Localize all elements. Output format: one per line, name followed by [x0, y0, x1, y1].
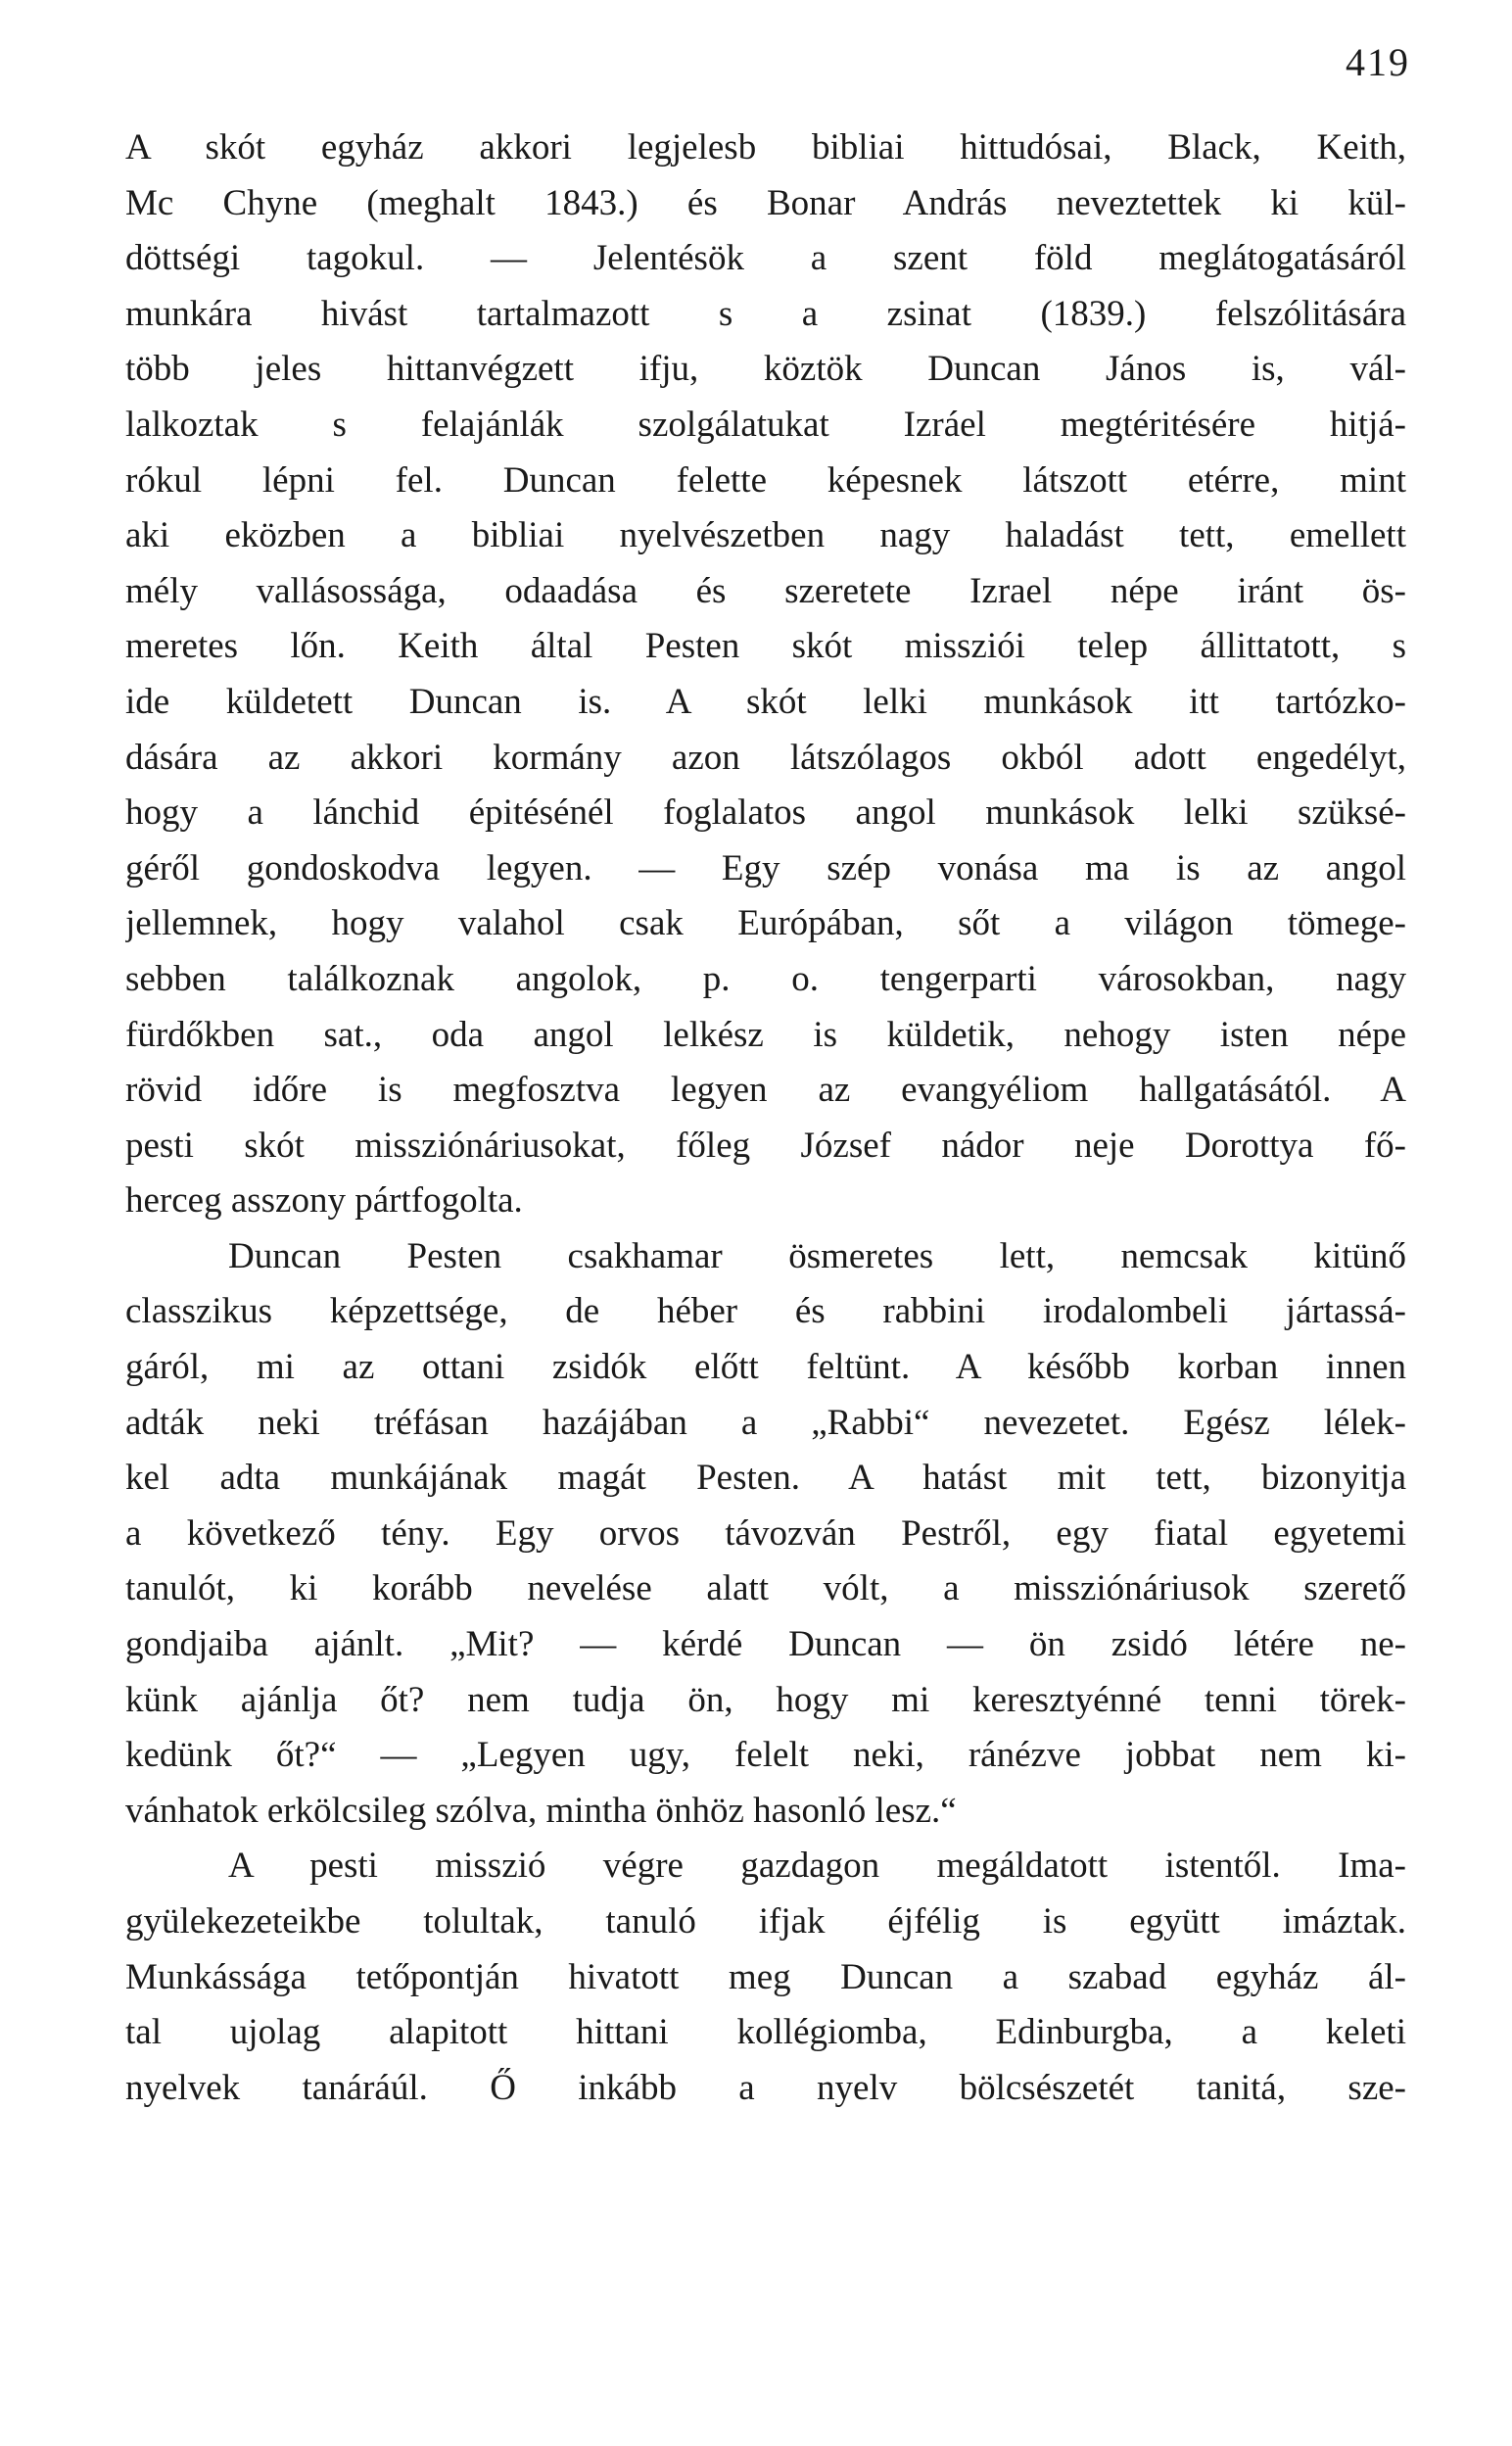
- text-line: mély vallásossága, odaadása és szeretete Izrael népe iránt ös-: [125, 570, 1406, 611]
- text-line: munkára hivást tartalmazott s a zsinat (1839.) felszólitására: [125, 293, 1406, 334]
- text-line: nyelvek tanáráúl. Ő inkább a nyelv bölcsészetét tanitá, sze-: [125, 2067, 1406, 2108]
- text-line: rókul lépni fel. Duncan felette képesnek látszott etérre, mint: [125, 459, 1406, 501]
- text-line: gyülekezeteikbe tolultak, tanuló ifjak éjfélig is együtt imáztak.: [125, 1901, 1406, 1942]
- text-line: döttségi tagokul. — Jelentésök a szent föld meglátogatásáról: [125, 238, 1406, 279]
- text-line: adták neki tréfásan hazájában a „Rabbi“ nevezetet. Egész lélek-: [125, 1402, 1406, 1443]
- text-line: herceg asszony pártfogolta.: [125, 1180, 523, 1222]
- text-line: künk ajánlja őt? nem tudja ön, hogy mi keresztyénné tenni törek-: [125, 1679, 1406, 1720]
- text-line: kel adta munkájának magát Pesten. A hatást mit tett, bizonyitja: [125, 1458, 1406, 1499]
- text-line: fürdőkben sat., oda angol lelkész is küldetik, nehogy isten népe: [125, 1014, 1406, 1055]
- text-line: meretes lőn. Keith által Pesten skót missziói telep állittatott, s: [125, 626, 1406, 667]
- text-line: pesti skót missziónáriusokat, főleg József nádor neje Dorottya fő-: [125, 1125, 1406, 1166]
- text-line: tanulót, ki korább nevelése alatt vólt, a missziónáriusok szerető: [125, 1568, 1406, 1609]
- text-line: lalkoztak s felajánlák szolgálatukat Izráel megtéritésére hitjá-: [125, 404, 1406, 445]
- text-line: több jeles hittanvégzett ifju, köztök Duncan János is, vál-: [125, 349, 1406, 390]
- text-line: kedünk őt?“ — „Legyen ugy, felelt neki, ránézve jobbat nem ki-: [125, 1735, 1406, 1776]
- text-line: Mc Chyne (meghalt 1843.) és Bonar András neveztettek ki kül-: [125, 182, 1406, 223]
- text-line: ide küldetett Duncan is. A skót lelki munkások itt tartózko-: [125, 681, 1406, 722]
- text-line: classzikus képzettsége, de héber és rabbini irodalombeli jártassá-: [125, 1291, 1406, 1332]
- text-line: tal ujolag alapitott hittani kollégiomba, Edinburgba, a keleti: [125, 2012, 1406, 2053]
- text-line: sebben találkoznak angolok, p. o. tengerparti városokban, nagy: [125, 958, 1406, 999]
- text-line: géről gondoskodva legyen. — Egy szép vonása ma is az angol: [125, 847, 1406, 888]
- text-line: A skót egyház akkori legjelesb bibliai hittudósai, Black, Keith,: [125, 127, 1406, 168]
- text-line: gáról, mi az ottani zsidók előtt feltünt. A később korban innen: [125, 1347, 1406, 1388]
- text-line: aki eközben a bibliai nyelvészetben nagy haladást tett, emellett: [125, 515, 1406, 556]
- text-line: gondjaiba ajánlt. „Mit? — kérdé Duncan — ön zsidó létére ne-: [125, 1624, 1406, 1665]
- page-number: 419: [1346, 40, 1410, 84]
- text-line: a következő tény. Egy orvos távozván Pestről, egy fiatal egyetemi: [125, 1512, 1406, 1554]
- body-text: [125, 120, 1406, 2116]
- text-line: dására az akkori kormány azon látszólagos okból adott engedélyt,: [125, 737, 1406, 778]
- text-line: vánhatok erkölcsileg szólva, mintha önhöz hasonló lesz.“: [125, 1790, 957, 1831]
- text-line: rövid időre is megfosztva legyen az evangyéliom hallgatásától. A: [125, 1070, 1406, 1111]
- text-line: hogy a lánchid épitésénél foglalatos angol munkások lelki szüksé-: [125, 792, 1406, 834]
- text-line: Munkássága tetőpontján hivatott meg Duncan a szabad egyház ál-: [125, 1956, 1406, 1997]
- text-line: Duncan Pesten csakhamar ösmeretes lett, nemcsak kitünő: [228, 1235, 1406, 1276]
- text-line: jellemnek, hogy valahol csak Európában, sőt a világon tömege-: [125, 903, 1406, 944]
- text-line: A pesti misszió végre gazdagon megáldatott istentől. Ima-: [228, 1846, 1406, 1887]
